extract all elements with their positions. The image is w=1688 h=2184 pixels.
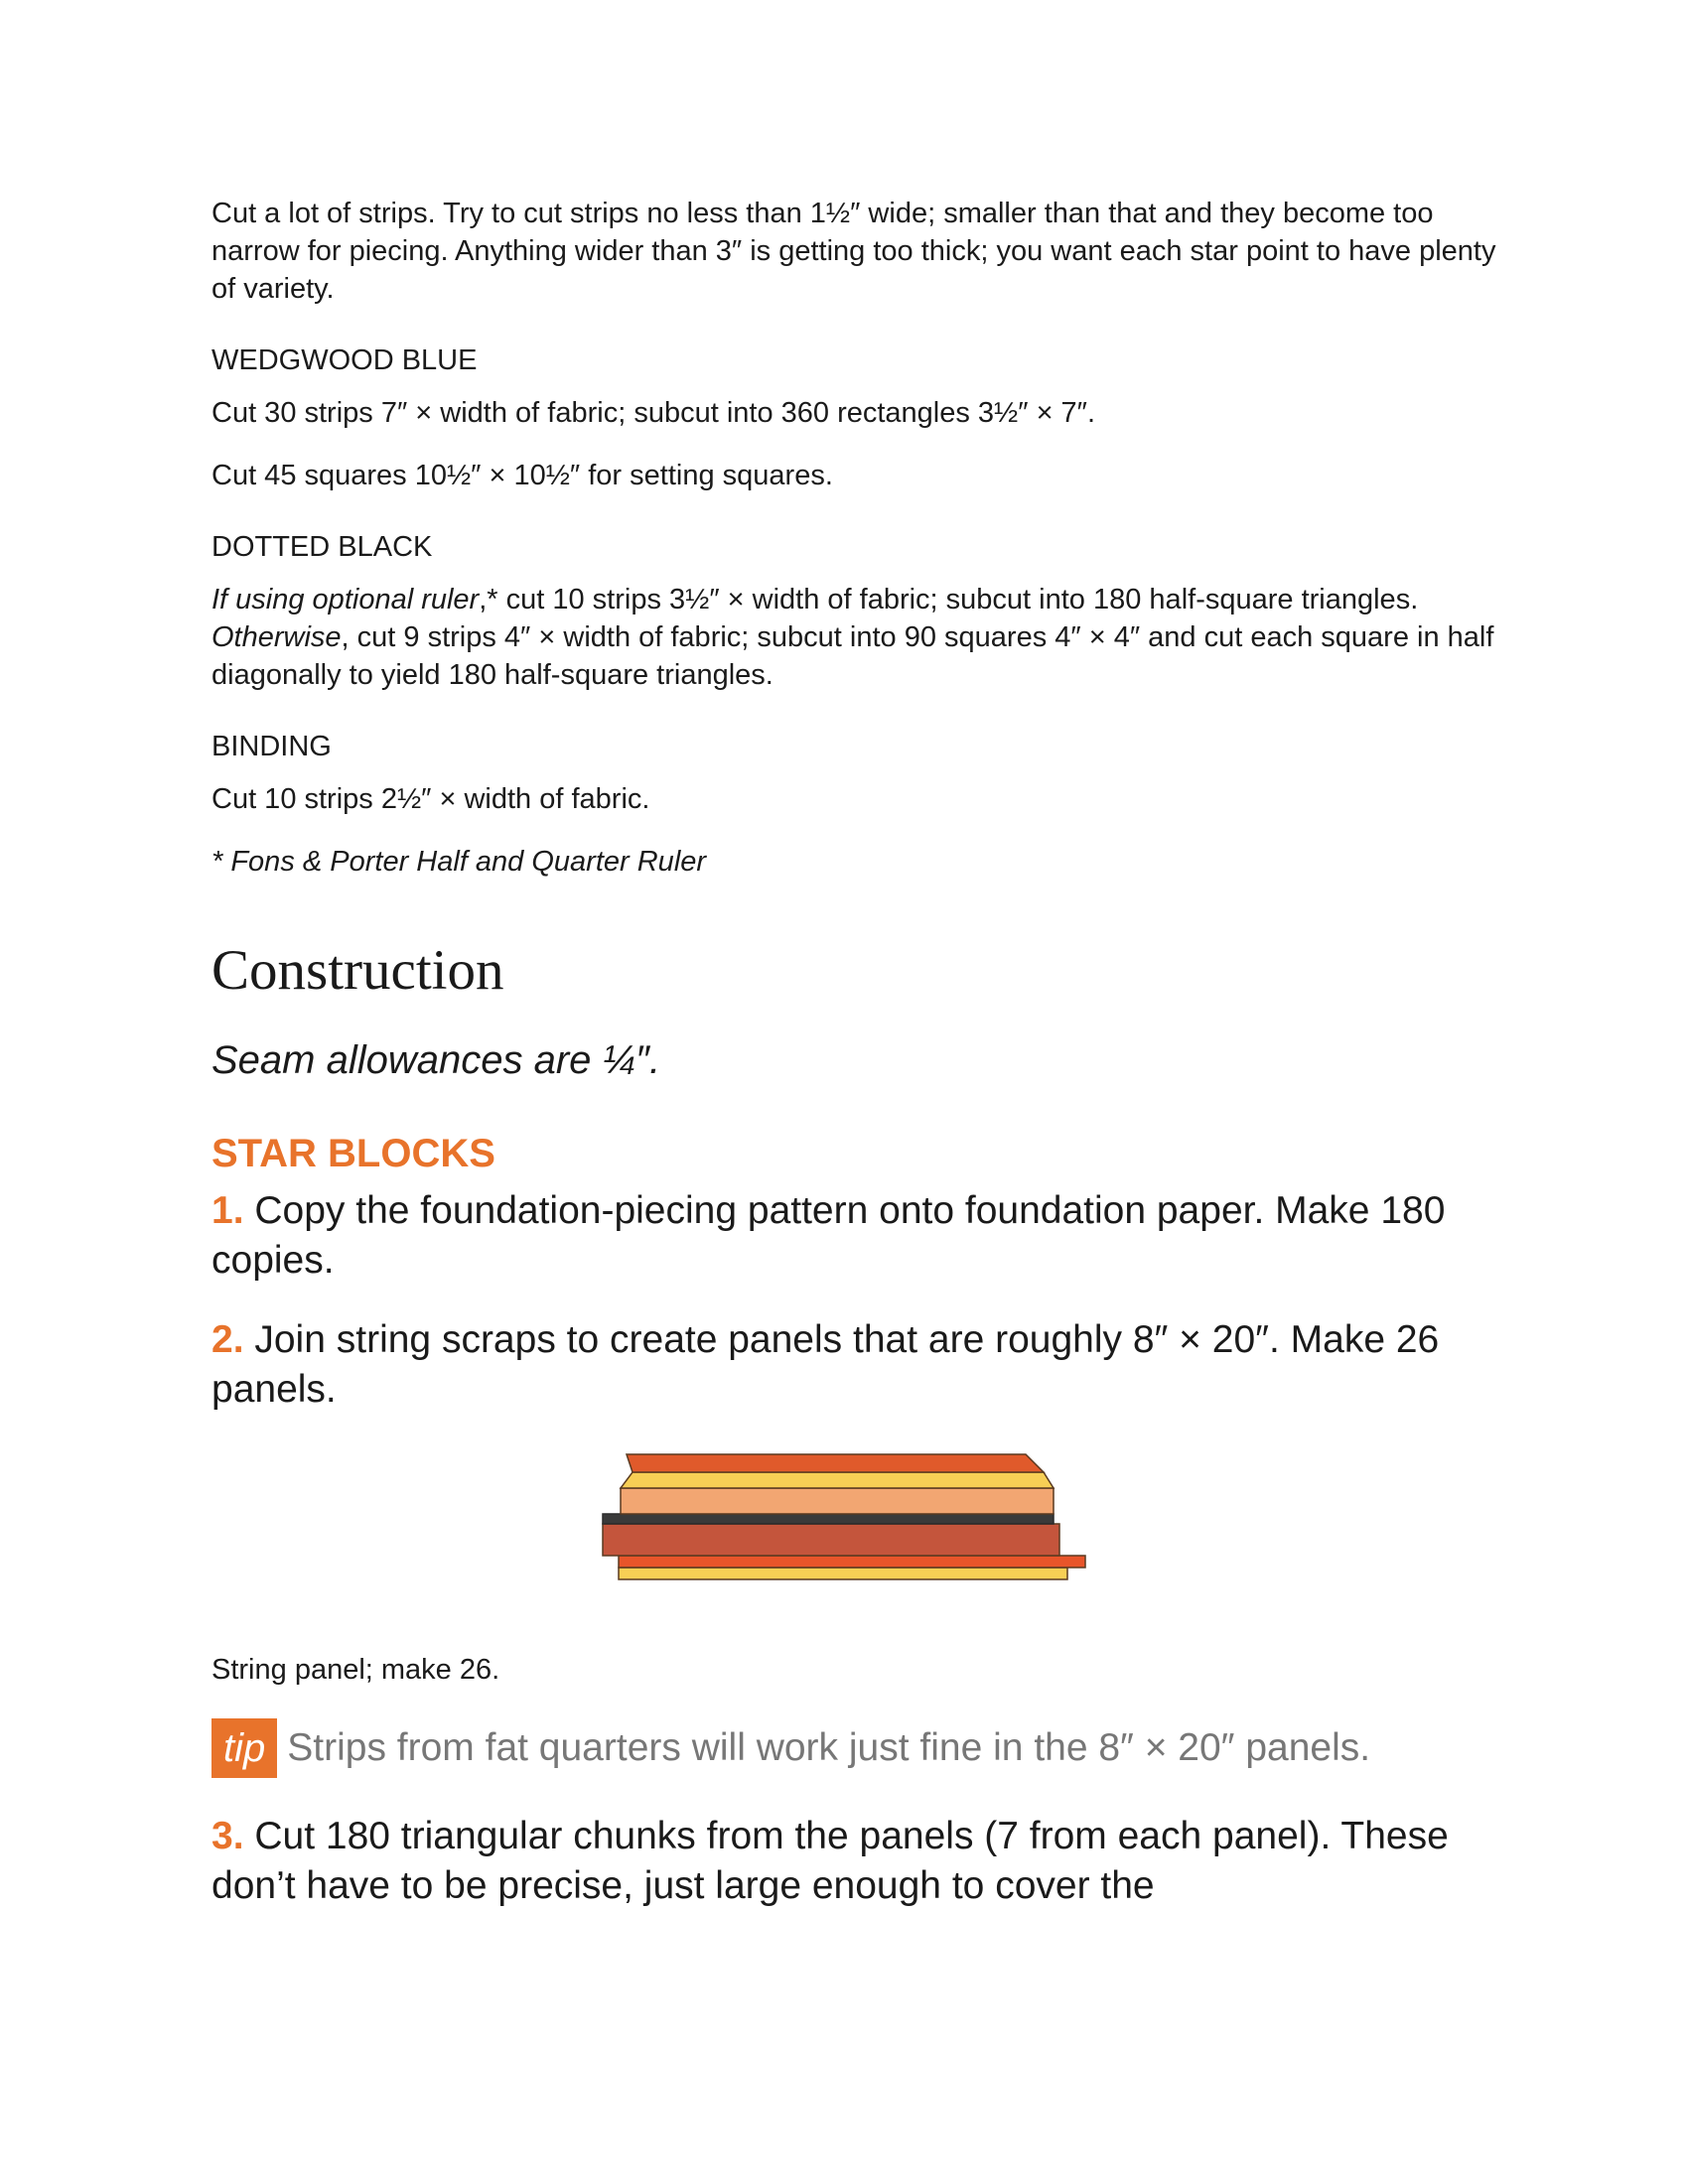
tip-badge: tip xyxy=(211,1718,277,1778)
step-2-number: 2. xyxy=(211,1318,244,1361)
string-panel-figure xyxy=(211,1444,1502,1633)
tip-text: Strips from fat quarters will work just fine in the 8″ × 20″ panels. xyxy=(287,1726,1371,1769)
step-2-text: Join string scraps to create panels that are roughly 8″ × 20″. Make 26 panels. xyxy=(211,1318,1440,1411)
binding-line-1: Cut 10 strips 2½″ × width of fabric. xyxy=(211,783,650,815)
wedgwood-line-1: Cut 30 strips 7″ × width of fabric; subcut into 360 rectangles 3½″ × 7″. xyxy=(211,397,1096,429)
document-page xyxy=(211,195,1502,1941)
string-panel-illustration xyxy=(599,1444,1115,1593)
dotted-italic-2: Otherwise xyxy=(211,621,342,653)
step-1 xyxy=(211,1186,1502,1286)
panel-strip-yellow xyxy=(621,1472,1054,1488)
step-1-number: 1. xyxy=(211,1189,244,1232)
dotted-black-label: DOTTED BLACK xyxy=(211,531,433,563)
panel-strip-dark xyxy=(603,1514,1054,1524)
panel-strip-bottom-orange xyxy=(619,1556,1085,1568)
panel-strip-red xyxy=(603,1524,1059,1556)
tip-callout xyxy=(211,1718,1502,1778)
step-2 xyxy=(211,1315,1502,1415)
panel-strip-bottom-yellow xyxy=(619,1568,1067,1579)
figure-caption: String panel; make 26. xyxy=(211,1654,500,1686)
star-blocks-heading: STAR BLOCKS xyxy=(211,1132,495,1175)
binding-label: BINDING xyxy=(211,731,332,762)
wedgwood-line-2: Cut 45 squares 10½″ × 10½″ for setting squares. xyxy=(211,460,833,491)
dotted-black-paragraph xyxy=(211,581,1502,694)
dotted-text-2: , cut 9 strips 4″ × width of fabric; subcut into 90 squares 4″ × 4″ and cut each square in half diagonally to yield 180 half-square triangles. xyxy=(211,621,1494,691)
panel-strip-peach xyxy=(621,1488,1054,1514)
step-3-number: 3. xyxy=(211,1815,244,1857)
dotted-text-1: ,* cut 10 strips 3½″ × width of fabric; subcut into 180 half-square triangles. xyxy=(479,584,1419,615)
seam-allowance-note: Seam allowances are ¼″. xyxy=(211,1038,661,1082)
intro-paragraph: Cut a lot of strips. Try to cut strips no less than 1½″ wide; smaller than that and they become too narrow for piecing. Anything wider than 3″ is getting too thick; you want each star point to have plenty of variety. xyxy=(211,198,1496,305)
step-1-text: Copy the foundation-piecing pattern onto foundation paper. Make 180 copies. xyxy=(211,1189,1446,1282)
wedgwood-blue-label: WEDGWOOD BLUE xyxy=(211,344,478,376)
ruler-footnote: * Fons & Porter Half and Quarter Ruler xyxy=(211,846,707,878)
dotted-italic-1: If using optional ruler xyxy=(211,584,480,615)
construction-heading: Construction xyxy=(211,939,504,1002)
step-3 xyxy=(211,1812,1502,1911)
panel-strip-top xyxy=(627,1454,1044,1472)
step-3-text: Cut 180 triangular chunks from the panels (7 from each panel). These don’t have to be precise, just large enough to cover the xyxy=(211,1815,1449,1907)
